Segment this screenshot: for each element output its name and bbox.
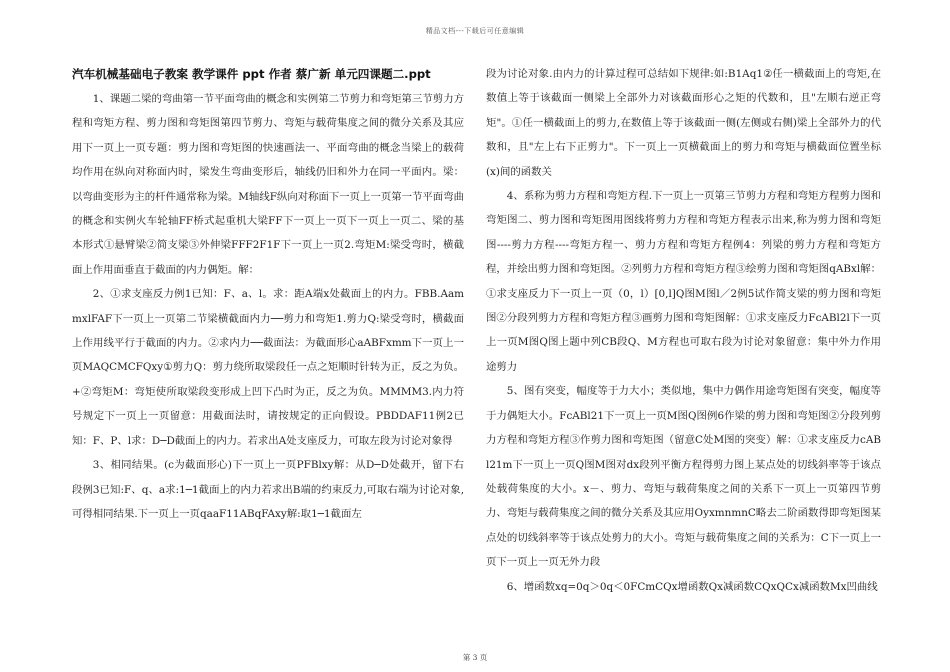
- paragraph-4: 4、系称为剪力方程和弯矩方程.下一页上一页第三节剪力方程和弯矩方程剪力图和弯矩图二、剪力图和弯矩图用图线将剪力方程和弯矩方程表示出来,称为剪力图和弯矩图----剪力方程----弯矩方程一、剪力方程和弯矩方程例4：列梁的剪力方程和弯矩方程，并绘出剪力图和弯矩图。②列剪力方程和弯矩方程③绘剪力图和弯矩图qABxl解：①求支座反力下一页上一页（0，l）[0,l]Q图M图l／2例5试作简支梁的剪力图和弯矩图②分段列剪力方程和弯矩方程③画剪力图和弯矩图解：①求支座反力FcABl2l下一页上一页M图Q图上题中列CB段Q、M方程也可取右段为讨论对象留意：集中外力作用途剪力: [486, 190, 881, 373]
- paragraph-2: 2、①求支座反力例1已知：F、a、l。求：距A端x处截面上的内力。FBB.AammxlFAF下一页上一页第二节梁横截面内力──剪力和弯矩1.剪力Q:梁受弯时，横截面上作用线平行于截面的内力。②求内力──截面法：为截面形心aABFxmm下一页上一页MAQCMCFQxy①剪力Q：剪力绕所取梁段任一点之矩顺时针转为正，反之为负。+②弯矩M：弯矩使所取梁段变形成上凹下凸时为正，反之为负。MMMM3.内力符号规定下一页上一页留意：用截面法时，请按规定的正向假设。PBDDAF11例2已知：F、P、l求：D─D截面上的内力。若求出A处支座反力，可取左段为讨论对象得: [72, 288, 464, 447]
- page-number: 第 3 页: [462, 653, 488, 662]
- document-header-note: 精品文档---下载后可任意编辑: [425, 27, 525, 35]
- right-column: [486, 62, 881, 599]
- paragraph-1: 1、课题二梁的弯曲第一节平面弯曲的概念和实例第二节剪力和弯矩第三节剪力方程和弯矩方程、剪力图和弯矩图第四节剪力、弯矩与载荷集度之间的微分关系及其应用下一页上一页专题：剪力图和弯矩图的快速画法一、平面弯曲的概念当梁上的载荷均作用在纵向对称面内时，梁发生弯曲变形后，轴线仍旧和外力在同一平面内。梁：以弯曲变形为主的杆件通常称为梁。M轴线F纵向对称面下一页上一页第一节平面弯曲的概念和实例火车轮轴FF桥式起重机大梁FF下一页上一页下一页上一页二、梁的基本形式①悬臂梁②简支梁③外伸梁FFF2F1F下一页上一页2.弯矩M:梁受弯时，横截面上作用面垂直于截面的内力偶矩。解：: [72, 93, 464, 276]
- left-column: [72, 62, 464, 526]
- document-title: 汽车机械基础电子教案 教学课件 ppt 作者 蔡广新 单元四课题二.ppt: [72, 67, 431, 81]
- paragraph-6: 6、增函数xq=0q＞0q＜0FCmCQx增函数Qx减函数CQxQCx减函数Mx凹曲线: [506, 580, 878, 593]
- paragraph-5: 5、图有突变，幅度等于力大小；类似地，集中力偶作用途弯矩图有突变，幅度等于力偶矩大小。FcABl21下一页上一页M图Q图例6作梁的剪力图和弯矩图②分段列剪力方程和弯矩方程③作剪力图和弯矩图（留意C处M图的突变）解：①求支座反力cABl21m下一页上一页Q图M图对dx段列平衡方程得剪力图上某点处的切线斜率等于该点处载荷集度的大小。x－、剪力、弯矩与载荷集度之间的关系下一页上一页第四节剪力、弯矩与载荷集度之间的微分关系及其应用OyxmnmnC略去二阶函数得即弯矩图某点处的切线斜率等于该点处剪力的大小。弯矩与载荷集度之间的关系为：C下一页上一页下一页上一页无外力段: [486, 385, 881, 569]
- paragraph-3: 3、相同结果。(c为截面形心)下一页上一页PFBlxy解：从D─D处截开，留下右段例3已知:F、q、a求:1─1截面上的内力若求出B端的约束反力,可取右端为讨论对象,可得相同结果.下一页上一页qaaF11ABqFAxy解:取1─1截面左: [72, 459, 464, 520]
- paragraph-3-continued: 段为讨论对象.由内力的计算过程可总结如下规律:如:B1Aq1②任一横截面上的弯矩,在数值上等于该截面一侧梁上全部外力对该截面形心之矩的代数和，且"左顺右逆正弯矩"。①任一横截面上的剪力,在数值上等于该截面一侧(左侧或右侧)梁上全部外力的代数和，且"左上右下正剪力"。下一页上一页横截面上的剪力和弯矩与横截面位置坐标(x)间的函数关: [486, 68, 881, 178]
